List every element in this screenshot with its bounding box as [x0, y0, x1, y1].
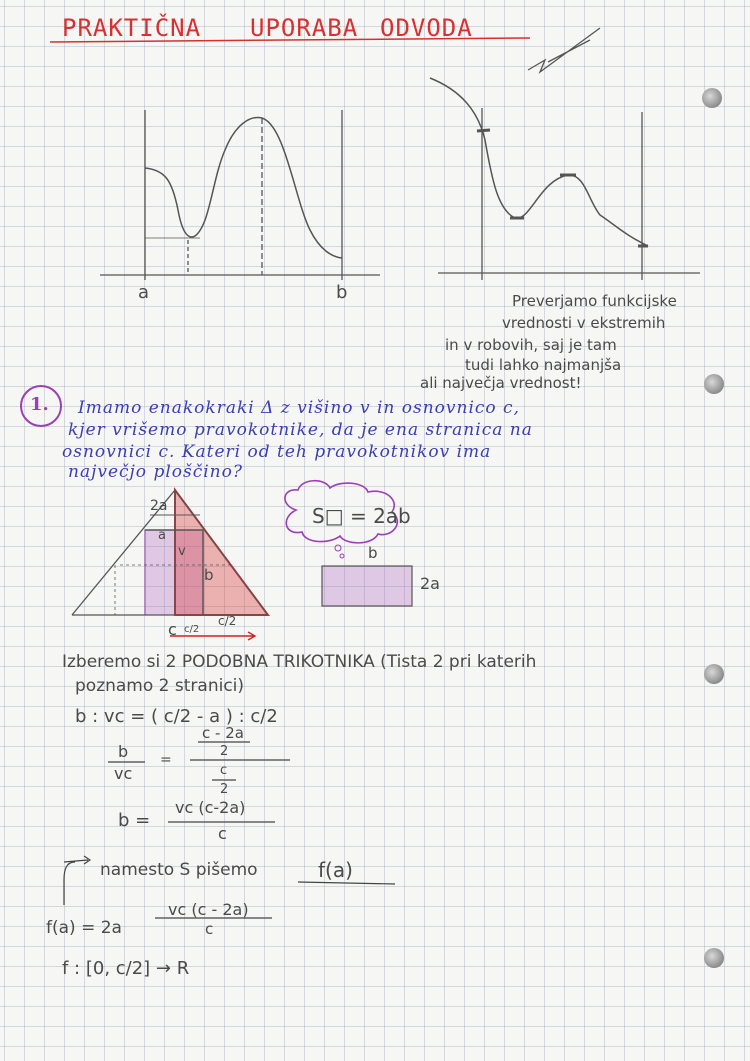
triangle-figure: [72, 490, 268, 640]
frac1-right-num: c - 2a: [202, 724, 244, 742]
problem-line-2: kjer vrišemo pravokotnike, da je ena stranica na: [68, 420, 533, 440]
arrow-note: namesto S pišemo: [100, 860, 258, 880]
graph-note-line-5: ali največja vrednost!: [420, 374, 582, 392]
arrow-note-target: f(a): [318, 858, 353, 882]
fig-label-b: b: [204, 566, 214, 584]
title-word-1: PRAKTIČNA: [62, 14, 202, 42]
b-den: c: [218, 824, 227, 843]
solution-line-1: Izberemo si 2 PODOBNA TRIKOTNIKA (Tista 2 pri katerih: [62, 652, 537, 672]
frac1-left-den: vc: [114, 764, 133, 783]
graph-label-a: a: [138, 282, 150, 303]
fig-label-2a: 2a: [150, 498, 168, 514]
graph-note-line-4: tudi lahko najmanjša: [465, 356, 622, 374]
problem-line-1: Imamo enakokraki Δ z višino v in osnovnico c,: [78, 398, 520, 418]
ratio-line: b : vc = ( c/2 - a ) : c/2: [75, 706, 278, 727]
check-mark: [528, 28, 600, 72]
example-rectangle: [322, 566, 412, 606]
frac1-right-num-den: 2: [220, 744, 229, 759]
rect-label-2a: 2a: [420, 574, 440, 593]
title-underline: [50, 38, 530, 42]
rect-label-b: b: [368, 544, 378, 562]
title-word-3: ODVODA: [380, 14, 473, 42]
frac1-left-num: b: [118, 742, 129, 761]
f-den: c: [205, 920, 214, 938]
b-num: vc (c-2a): [175, 798, 246, 817]
fig-label-c-half-left: c/2: [184, 624, 200, 635]
title-word-2: UPORABA: [250, 14, 359, 42]
fig-label-vc: v: [178, 544, 186, 559]
graph-note-line-2: vrednosti v ekstremih: [502, 314, 666, 332]
fig-label-c-half-right: c/2: [218, 614, 237, 628]
graph-left: [100, 110, 380, 280]
frac1-right-den: c: [220, 763, 228, 778]
f-lhs: f(a) = 2a: [46, 918, 122, 938]
frac1-eq: =: [160, 752, 172, 768]
solution-line-2: poznamo 2 stranici): [75, 676, 245, 696]
problem-line-3: osnovnici c. Kateri od teh pravokotnikov ima: [62, 442, 492, 462]
frac1-right-den-den: 2: [220, 782, 229, 797]
domain-line: f : [0, c/2] → R: [62, 958, 190, 979]
f-num: vc (c - 2a): [168, 900, 249, 919]
cloud-formula: S□ = 2ab: [312, 504, 411, 528]
note-arrow: [64, 856, 90, 905]
fig-label-a: a: [158, 528, 166, 543]
graph-note-line-1: Preverjamo funkcijske: [512, 292, 677, 310]
fig-label-c: c: [168, 620, 177, 639]
graph-right: [430, 78, 700, 280]
graph-label-b: b: [336, 282, 348, 303]
graph-note-line-3: in v robovih, saj je tam: [445, 336, 617, 354]
b-eq: b =: [118, 810, 151, 831]
problem-number: 1.: [30, 394, 49, 415]
problem-line-4: največjo ploščino?: [68, 462, 243, 482]
